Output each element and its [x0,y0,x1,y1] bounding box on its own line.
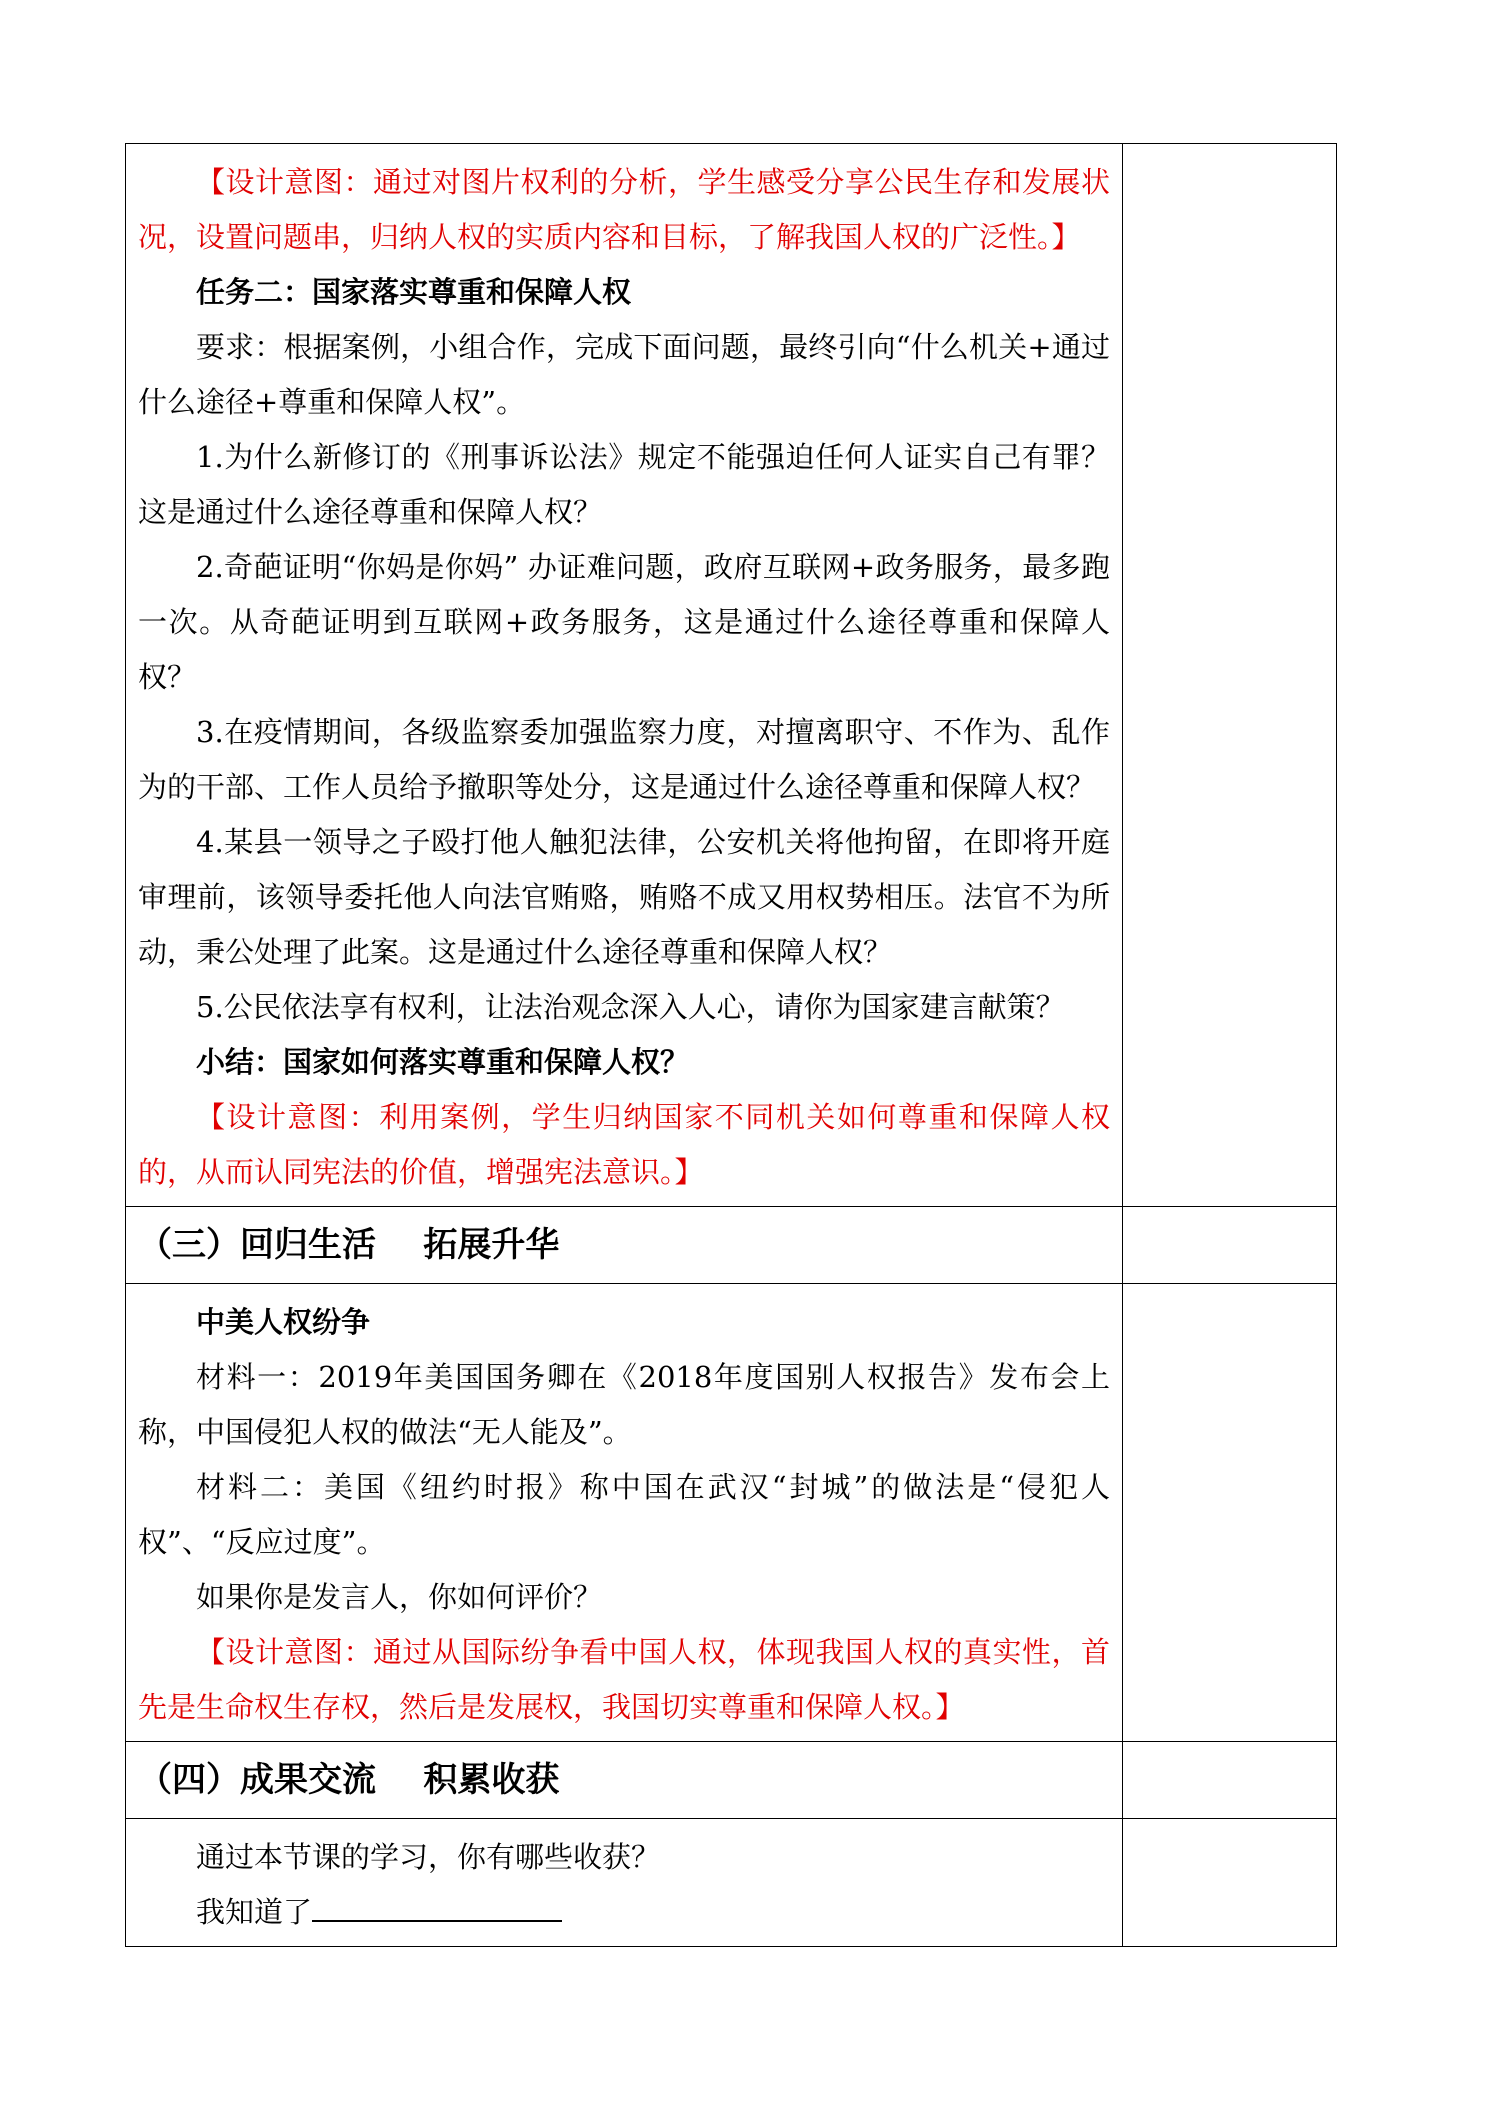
content-cell [126,144,1123,1207]
section-heading-cell [126,1742,1123,1819]
answer-line [138,1885,1110,1940]
design-intent: 【设计意图：通过从国际纷争看中国人权，体现我国人权的真实性，首先是生命权生存权，然后是发展权，我国切实尊重和保障人权。】 [138,1635,1110,1724]
section-heading: （四）成果交流 积累收获 [138,1760,560,1800]
summary-text: 小结：国家如何落实尊重和保障人权？ [196,1045,690,1079]
section-heading: （三）回归生活 拓展升华 [138,1225,560,1265]
fill-in-blank[interactable] [312,1890,562,1922]
table-row [126,1742,1337,1819]
question-text: 如果你是发言人，你如何评价？ [196,1580,603,1614]
side-cell [1123,144,1337,1207]
side-cell [1123,1742,1337,1819]
question-item: 4.某县一领导之子殴打他人触犯法律，公安机关将他拘留，在即将开庭审理前，该领导委托他人向法官贿赂，贿赂不成又用权势相压。法官不为所动，秉公处理了此案。这是通过什么途径尊重和保障人权？ [138,825,1110,969]
content-cell [126,1284,1123,1742]
task-title: 任务二：国家落实尊重和保障人权 [196,275,632,309]
side-cell [1123,1819,1337,1947]
lesson-plan-table [125,143,1337,1947]
question-item: 2.奇葩证明“你妈是你妈” 办证难问题，政府互联网+政务服务，最多跑一次。从奇葩证明到互联网+政务服务，这是通过什么途径尊重和保障人权？ [138,550,1110,694]
table-row [126,1284,1337,1742]
material-text: 材料二：美国《纽约时报》称中国在武汉“封城”的做法是“侵犯人权”、“反应过度”。 [138,1470,1110,1559]
question-item: 1.为什么新修订的《刑事诉讼法》规定不能强迫任何人证实自己有罪？这是通过什么途径尊重和保障人权？ [138,440,1110,529]
question-item: 3.在疫情期间，各级监察委加强监察力度，对擅离职守、不作为、乱作为的干部、工作人员给予撤职等处分，这是通过什么途径尊重和保障人权？ [138,715,1110,804]
design-intent: 【设计意图：利用案例，学生归纳国家不同机关如何尊重和保障人权的，从而认同宪法的价值，增强宪法意识。】 [138,1100,1110,1189]
table-row [126,1819,1337,1947]
requirement-text: 要求：根据案例，小组合作，完成下面问题，最终引向“什么机关+通过什么途径+尊重和保障人权”。 [138,330,1110,419]
side-cell [1123,1284,1337,1742]
material-text: 材料一：2019年美国国务卿在《2018年度国别人权报告》发布会上称，中国侵犯人权的做法“无人能及”。 [138,1360,1110,1449]
table-row [126,1207,1337,1284]
question-text: 通过本节课的学习，你有哪些收获？ [196,1840,661,1874]
question-item: 5.公民依法享有权利，让法治观念深入人心，请你为国家建言献策？ [196,990,1065,1024]
material-subtitle: 中美人权纷争 [196,1305,371,1339]
table-row [126,144,1337,1207]
side-cell [1123,1207,1337,1284]
answer-prompt: 我知道了 [196,1895,313,1929]
section-heading-cell [126,1207,1123,1284]
content-cell [126,1819,1123,1947]
design-intent: 【设计意图：通过对图片权利的分析，学生感受分享公民生存和发展状况，设置问题串，归纳人权的实质内容和目标，了解我国人权的广泛性。】 [138,165,1110,254]
